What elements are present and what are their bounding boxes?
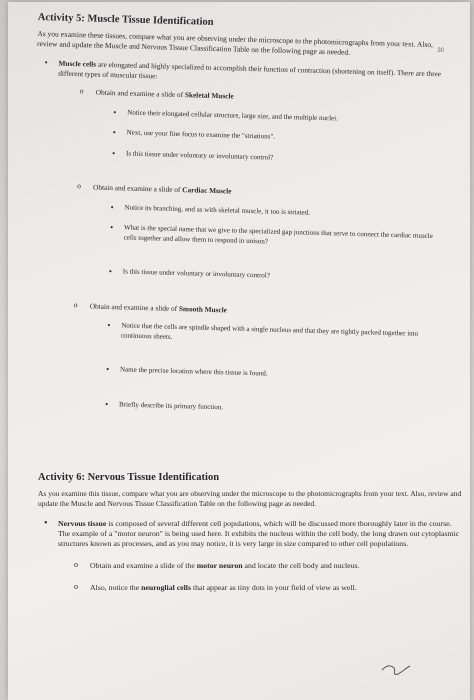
neuroglial-pre: Also, notice the bbox=[90, 583, 142, 592]
neuroglial-post: that appear as tiny dots in your field of view as well. bbox=[191, 583, 357, 592]
activity5-section bbox=[27, 12, 448, 429]
skeletal-q1: • Notice their elongated cellular structure, large size, and the multiple nuclei. bbox=[113, 108, 445, 127]
skeletal-q3: • Is this tissue under voluntary or involuntary control? bbox=[112, 149, 444, 168]
activity5-title: Activity 5: Muscle Tissue Identification bbox=[37, 12, 214, 28]
nervous-tissue-term: Nervous tissue bbox=[58, 519, 107, 528]
worksheet-page bbox=[8, 2, 470, 700]
smooth-q2: • Name the precise location where this tissue is found. bbox=[106, 365, 438, 384]
motor-neuron-item bbox=[68, 561, 463, 571]
cardiac-q3: • Is this tissue under voluntary or involuntary control? bbox=[109, 267, 441, 286]
nervous-tissue-item bbox=[38, 519, 463, 549]
smooth-prefix: Obtain and examine a slide of bbox=[89, 301, 180, 313]
nervous-tissue-text: is composed of several different cell populations, which will be discussed more thoroughly later in the course. The example of a "motor neuron" is being used here. It exhibits the nucleus within the cell body, the long drawn out cytoplasmic structures known as processes, and as you may notice, it is very large in size compared to other cell populations. bbox=[58, 519, 460, 548]
skeletal-item bbox=[74, 87, 446, 107]
cardiac-q2: • What is the special name that we give to the specialized gap junctions that serve to connect the cardiac muscle cells together and allow them to respond in unison? bbox=[110, 223, 442, 251]
motor-neuron-post: and locate the cell body and nucleus. bbox=[242, 561, 360, 570]
cardiac-term: Cardiac Muscle bbox=[182, 185, 232, 196]
smooth-q1: • Notice that the cells are spindle shaped with a single nucleus and that they are tightly packed together into continuous sheets. bbox=[107, 321, 439, 349]
activity6-title: Activity 6: Nervous Tissue Identification bbox=[38, 472, 220, 483]
skeletal-q2: • Next, use your fine focus to examine the "striations". bbox=[113, 128, 445, 147]
page-number: 30 bbox=[437, 48, 444, 54]
muscle-cells-term: Muscle cells bbox=[58, 58, 97, 69]
neuroglial-item bbox=[68, 583, 463, 593]
cardiac-prefix: Obtain and examine a slide of bbox=[93, 182, 183, 195]
muscle-cells-text: are elongated and highly specialized to accomplish their function of contraction (shortening on itself). There are three different types of muscular tissue: bbox=[58, 59, 442, 80]
muscle-cells-item bbox=[36, 58, 446, 88]
motor-neuron-pre: Obtain and examine a slide of the bbox=[90, 561, 197, 570]
smooth-q3: • Briefly describe its primary function. bbox=[105, 400, 437, 419]
cardiac-q1: • Notice its branching, and as with skeletal muscle, it too is striated. bbox=[110, 203, 442, 222]
activity6-intro: As you examine this tissue, compare what you are observing under the microscope to the photomicrographs from your text. Also, review and update the Muscle and Nervous Tissue Classification Table on the following page as needed. bbox=[38, 489, 462, 508]
neuroglial-term: neuroglial cells bbox=[141, 583, 191, 592]
activity5-list bbox=[36, 58, 446, 88]
skeletal-prefix: Obtain and examine a slide of bbox=[95, 87, 186, 100]
activity5-intro: As you examine these tissues, compare what you are observing under the microscope to the photomicrographs from your text. Also, review and update the Muscle and Nervous Tissue Classification Table on the following page as needed. bbox=[37, 28, 434, 57]
pen-checkmark-icon bbox=[380, 658, 414, 682]
motor-neuron-term: motor neuron bbox=[196, 561, 243, 570]
skeletal-term: Skeletal Muscle bbox=[184, 90, 234, 101]
smooth-term: Smooth Muscle bbox=[178, 303, 228, 314]
activity6-section bbox=[38, 472, 463, 605]
